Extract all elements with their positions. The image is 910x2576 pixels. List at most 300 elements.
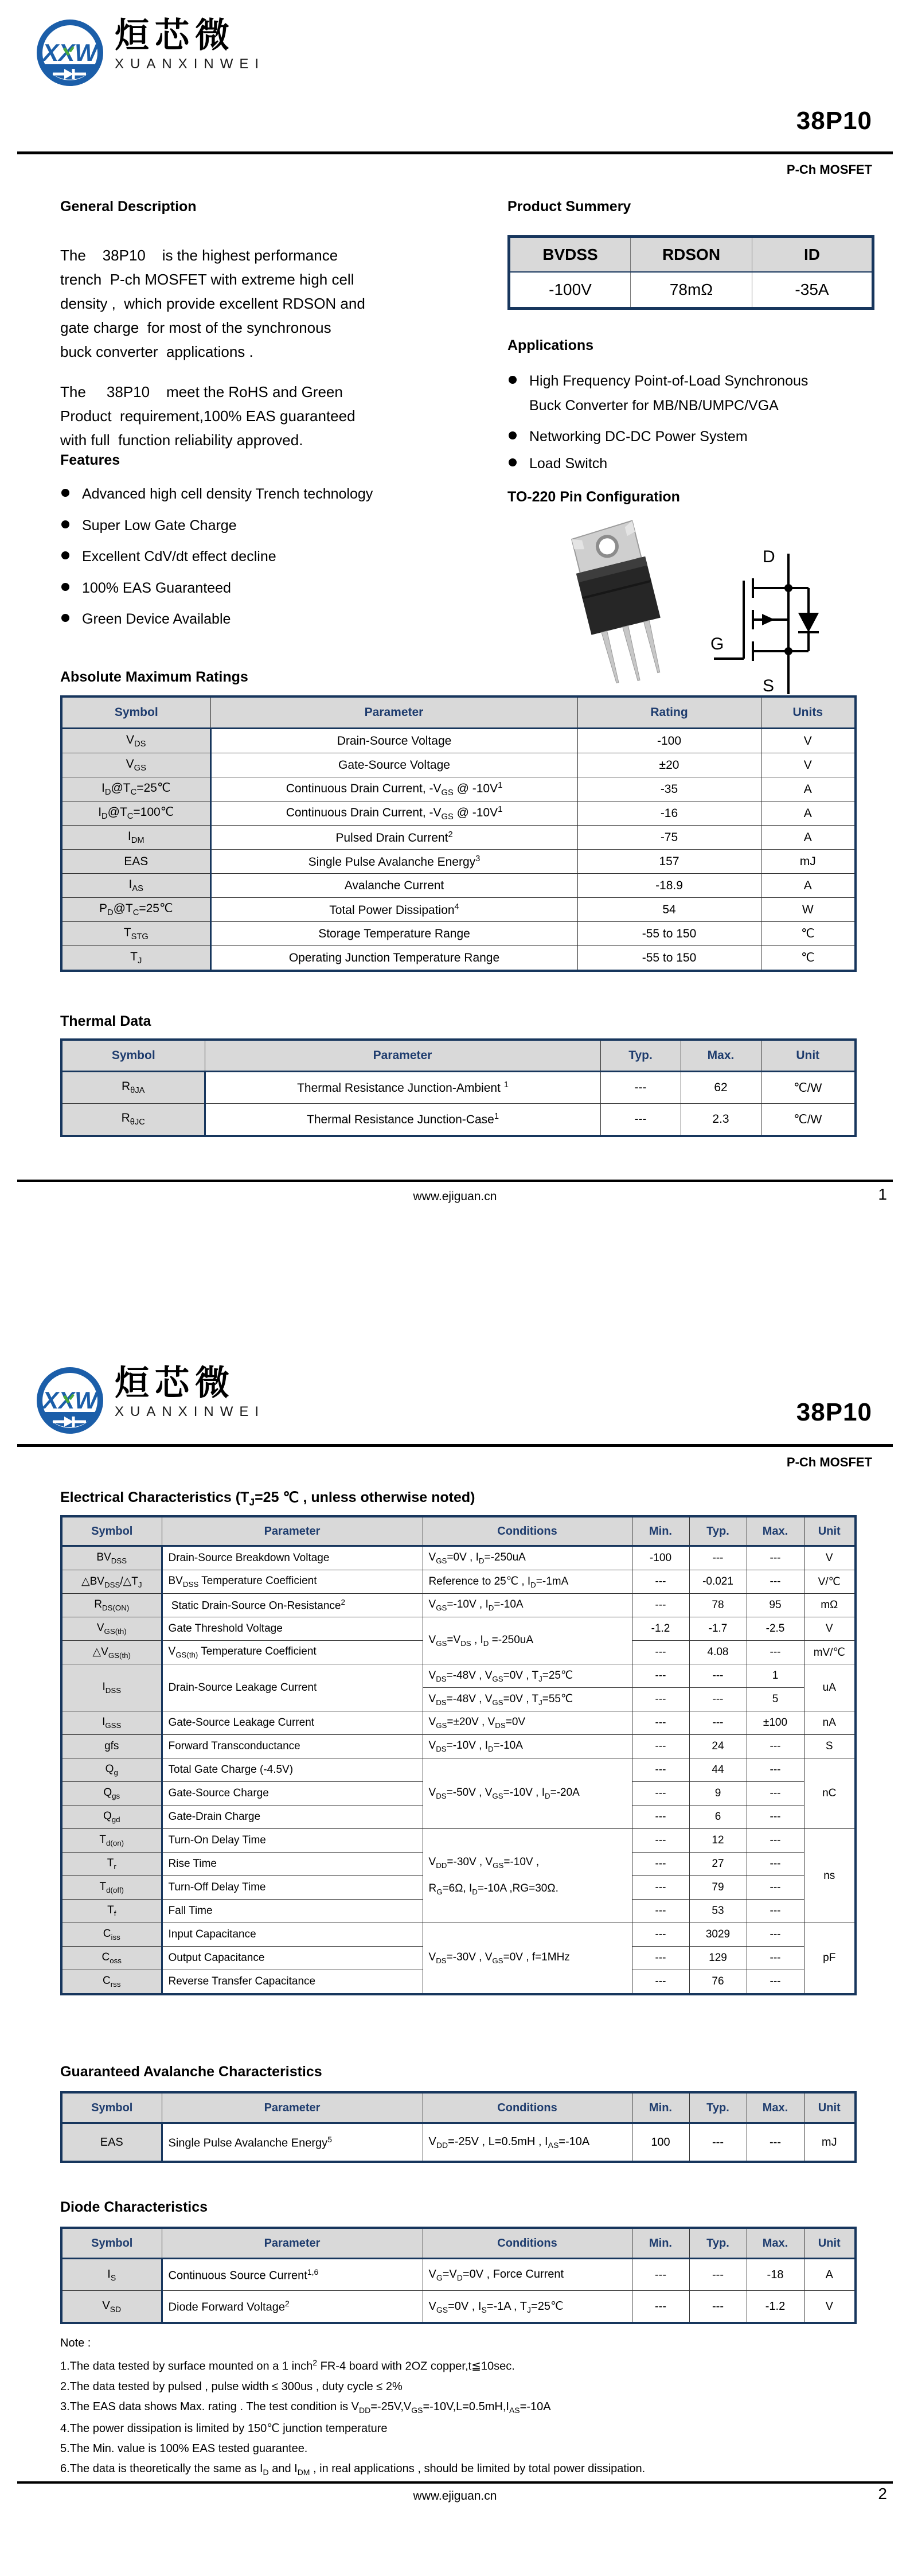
column-header: Unit <box>761 1040 856 1072</box>
column-header: Parameter <box>162 2228 423 2259</box>
application-text: Load Switch <box>529 455 608 472</box>
company-name-en: XUANXINWEI <box>115 1404 265 1419</box>
absolute-maximum-ratings <box>60 695 854 972</box>
electrical-characteristics-table <box>60 1515 857 1995</box>
applications-list <box>507 372 897 485</box>
column-header: Unit <box>804 1516 856 1546</box>
table-cell: Gate-Source Voltage <box>210 753 577 777</box>
table-cell: V/℃ <box>804 1570 856 1594</box>
table-row <box>61 729 856 753</box>
table-cell: Single Pulse Avalanche Energy$^5$ <box>162 2123 423 2162</box>
table-cell: --- <box>632 1688 689 1711</box>
list-item <box>507 427 897 446</box>
table-cell: 24 <box>689 1735 747 1758</box>
list-item <box>60 485 485 504</box>
footer-rule <box>17 2481 893 2484</box>
table-cell: --- <box>632 1923 689 1947</box>
table-cell: --- <box>600 1104 681 1137</box>
table-cell: --- <box>632 1782 689 1805</box>
table-cell: Thermal Resistance Junction-Case$^1$ <box>205 1104 600 1137</box>
table-cell: V <box>804 1617 856 1641</box>
table-cell: uA <box>804 1664 856 1711</box>
table-cell: 12 <box>689 1829 747 1853</box>
table-cell: V <box>761 729 856 753</box>
column-header: Units <box>761 696 856 729</box>
table-cell: Reverse Transfer Capacitance <box>162 1970 423 1995</box>
diode-characteristics-table <box>60 2227 857 2324</box>
table-cell: Turn-Off Delay Time <box>162 1876 423 1900</box>
table-cell: 100 <box>632 2123 689 2162</box>
table-cell: --- <box>689 1664 747 1688</box>
table-cell: --- <box>747 1900 804 1923</box>
table-cell: --- <box>632 1829 689 1853</box>
table-cell: A <box>761 874 856 898</box>
table-cell: -55 to 150 <box>577 946 761 971</box>
list-item <box>60 610 485 629</box>
application-text: Networking DC-DC Power System <box>529 429 748 445</box>
table-cell: --- <box>632 1758 689 1782</box>
general-description-paragraph-2: The 38P10 meet the RoHS and Green Product requirement,100% EAS guaranteed with full function reliability approved. <box>60 383 356 449</box>
table-cell: --- <box>747 1805 804 1829</box>
table-cell: -35 <box>577 777 761 801</box>
table-cell: $T_{d(on)}$ <box>61 1829 162 1853</box>
diode-characteristics <box>60 2227 854 2324</box>
table-cell: mJ <box>804 2123 856 2162</box>
table-cell: -18.9 <box>577 874 761 898</box>
diode-characteristics-title: Diode Characteristics <box>60 2199 208 2215</box>
table-row <box>61 850 856 874</box>
company-logo-icon <box>36 18 104 87</box>
note-item: 1.The data tested by surface mounted on a 1 inch$^2$ FR-4 board with 2OZ copper,t≦10sec. <box>60 2358 515 2373</box>
table-row <box>61 1104 856 1137</box>
table-cell: $V_{GS}=0V$ , $I_D=-250uA$ <box>423 1546 632 1570</box>
product-summary-title: Product Summery <box>507 199 631 215</box>
avalanche-characteristics-title: Guaranteed Avalanche Characteristics <box>60 2064 322 2080</box>
table-cell: Storage Temperature Range <box>210 922 577 946</box>
bullet-icon <box>61 614 69 622</box>
table-cell: --- <box>600 1072 681 1104</box>
absolute-maximum-ratings-title: Absolute Maximum Ratings <box>60 669 248 685</box>
table-cell: --- <box>632 1641 689 1664</box>
table-row <box>61 946 856 971</box>
feature-text: Green Device Available <box>82 611 231 627</box>
table-cell: --- <box>632 1711 689 1735</box>
table-cell: 157 <box>577 850 761 874</box>
header-brand <box>36 1366 265 1435</box>
table-cell: --- <box>632 1570 689 1594</box>
table-cell: W <box>761 898 856 922</box>
table-cell: $R_{\theta JA}$ <box>61 1072 205 1104</box>
column-header: Symbol <box>61 696 210 729</box>
column-header: Conditions <box>423 1516 632 1546</box>
table-cell: 3029 <box>689 1923 747 1947</box>
table-row <box>61 2123 856 2162</box>
svg-text:XXW: XXW <box>42 1387 97 1414</box>
table-cell: ℃ <box>761 946 856 971</box>
table-cell: 4.08 <box>689 1641 747 1664</box>
column-header: Max. <box>681 1040 761 1072</box>
table-cell: Avalanche Current <box>210 874 577 898</box>
table-cell: Thermal Resistance Junction-Ambient $^1$ <box>205 1072 600 1104</box>
column-header: Max. <box>747 1516 804 1546</box>
table-cell: --- <box>747 1947 804 1970</box>
table-cell: 129 <box>689 1947 747 1970</box>
table-cell: A <box>761 826 856 850</box>
applications-title: Applications <box>507 337 594 353</box>
table-row <box>61 1735 856 1758</box>
table-cell: Rise Time <box>162 1853 423 1876</box>
table-cell: -100 <box>577 729 761 753</box>
table-cell: --- <box>747 1570 804 1594</box>
pin-label-drain: D <box>763 547 775 566</box>
table-cell: 44 <box>689 1758 747 1782</box>
company-logo-icon <box>36 1366 104 1435</box>
part-number: 38P10 <box>796 1398 872 1426</box>
features-list <box>60 485 485 641</box>
column-header: Parameter <box>162 1516 423 1546</box>
table-cell: $Q_{gd}$ <box>61 1805 162 1829</box>
note-item: 5.The Min. value is 100% EAS tested guarantee. <box>60 2442 308 2456</box>
table-row <box>61 1072 856 1104</box>
table-cell: nA <box>804 1711 856 1735</box>
table-cell: EAS <box>61 850 210 874</box>
application-text: High Frequency Point-of-Load Synchronous <box>529 373 809 389</box>
table-cell: Diode Forward Voltage$^2$ <box>162 2291 423 2324</box>
table-cell: Drain-Source Breakdown Voltage <box>162 1546 423 1570</box>
table-cell: --- <box>689 2259 747 2291</box>
page-number: 1 <box>878 1185 887 1203</box>
column-header: Parameter <box>205 1040 600 1072</box>
column-header: Typ. <box>600 1040 681 1072</box>
table-cell: $V_{GS}=-10V$ , $I_D=-10A$ <box>423 1594 632 1617</box>
table-cell: --- <box>632 1900 689 1923</box>
pin-configuration-title: TO-220 Pin Configuration <box>507 489 680 505</box>
table-cell: --- <box>689 2123 747 2162</box>
bullet-icon <box>61 489 69 497</box>
table-cell: --- <box>632 1664 689 1688</box>
table-header-row <box>61 1040 856 1072</box>
bullet-icon <box>509 431 517 439</box>
table-cell: 53 <box>689 1900 747 1923</box>
table-cell: gfs <box>61 1735 162 1758</box>
avalanche-characteristics-table <box>60 2091 857 2163</box>
table-cell: 5 <box>747 1688 804 1711</box>
table-cell: ℃/W <box>761 1072 856 1104</box>
table-cell: Static Drain-Source On-Resistance$^2$ <box>162 1594 423 1617</box>
table-cell: $P_D@T_C=25℃$ <box>61 898 210 922</box>
table-row <box>61 1829 856 1853</box>
bullet-icon <box>509 458 517 466</box>
device-type: P-Ch MOSFET <box>786 162 872 177</box>
table-cell: $V_{DS}=-30V$ , $V_{GS}=0V$ , f=1MHz <box>423 1923 632 1995</box>
table-row <box>61 922 856 946</box>
table-cell: Drain-Source Leakage Current <box>162 1664 423 1711</box>
table-cell: $I_S$ <box>61 2259 162 2291</box>
table-cell: 6 <box>689 1805 747 1829</box>
column-header: Min. <box>632 2228 689 2259</box>
header-brand <box>36 18 265 87</box>
general-description-paragraph-1: The 38P10 is the highest performance trench P-ch MOSFET with extreme high cell density , which provide excellent RDSON and gate charge for most of the synchronous buck converter applications . <box>60 247 365 361</box>
table-cell: ±100 <box>747 1711 804 1735</box>
table-cell: $R_{\theta JC}$ <box>61 1104 205 1137</box>
mosfet-symbol-diagram <box>702 545 826 703</box>
table-cell: --- <box>747 1923 804 1947</box>
note-item: 2.The data tested by pulsed , pulse width ≤ 300us , duty cycle ≤ 2% <box>60 2380 403 2393</box>
table-cell: --- <box>632 1805 689 1829</box>
table-cell: --- <box>689 1688 747 1711</box>
list-item <box>507 454 897 473</box>
part-number: 38P10 <box>796 107 872 135</box>
table-row <box>61 2259 856 2291</box>
table-cell: $\triangle V_{GS(th)}$ <box>61 1641 162 1664</box>
bullet-icon <box>61 551 69 559</box>
note-item: 6.The data is theoretically the same as $I_D$ and $I_{DM}$ , in real applications , should be limited by total power dissipation. <box>60 2462 646 2477</box>
table-cell: $R_{DS(ON)}$ <box>61 1594 162 1617</box>
table-cell: $I_D@T_C=25℃$ <box>61 777 210 801</box>
list-item <box>507 372 897 391</box>
table-cell: --- <box>747 1876 804 1900</box>
bullet-icon <box>61 583 69 591</box>
table-cell: --- <box>747 1641 804 1664</box>
table-cell: $V_{GS}$ <box>61 753 210 777</box>
table-cell: --- <box>747 1758 804 1782</box>
table-cell: $T_{d(off)}$ <box>61 1876 162 1900</box>
general-description-title: General Description <box>60 199 197 215</box>
feature-text: Advanced high cell density Trench technology <box>82 486 373 502</box>
table-cell: $V_{GS}=0V$ , $I_S=-1A$ , $T_J=25℃$ <box>423 2291 632 2324</box>
table-cell: Turn-On Delay Time <box>162 1829 423 1853</box>
column-header: Rating <box>577 696 761 729</box>
column-header: Typ. <box>689 2092 747 2123</box>
table-cell: Gate-Drain Charge <box>162 1805 423 1829</box>
table-cell: 79 <box>689 1876 747 1900</box>
table-cell: --- <box>689 1546 747 1570</box>
table-cell: -1.2 <box>632 1617 689 1641</box>
table-cell: $C_{rss}$ <box>61 1970 162 1995</box>
table-cell: --- <box>632 2259 689 2291</box>
table-cell: V <box>804 1546 856 1570</box>
company-name-cn: 烜芯微 <box>115 1364 235 1402</box>
table-cell: $V_{DS}=-48V$ , $V_{GS}=0V$ , $T_J=55℃$ <box>423 1688 632 1711</box>
table-cell: A <box>761 801 856 826</box>
thermal-data <box>60 1038 854 1137</box>
list-item <box>60 579 485 598</box>
features-title: Features <box>60 452 120 468</box>
absolute-maximum-ratings-table <box>60 695 857 972</box>
table-cell: $C_{oss}$ <box>61 1947 162 1970</box>
table-row <box>61 1546 856 1570</box>
table-header-row <box>61 2228 856 2259</box>
page-number: 2 <box>878 2485 887 2503</box>
table-cell: -55 to 150 <box>577 922 761 946</box>
table-cell: $I_{AS}$ <box>61 874 210 898</box>
table-cell: $V_{GS(th)}$ Temperature Coefficient <box>162 1641 423 1664</box>
table-cell: 76 <box>689 1970 747 1995</box>
table-cell: ns <box>804 1829 856 1923</box>
table-cell: --- <box>689 1711 747 1735</box>
table-cell: mV/℃ <box>804 1641 856 1664</box>
table-cell: -2.5 <box>747 1617 804 1641</box>
table-cell: --- <box>632 1876 689 1900</box>
table-cell: $I_{DSS}$ <box>61 1664 162 1711</box>
table-row <box>61 1594 856 1617</box>
table-cell: --- <box>747 1546 804 1570</box>
table-cell: Continuous Drain Current, $-V_{GS}$ @ $-10V^1$ <box>210 801 577 826</box>
column-header: Min. <box>632 1516 689 1546</box>
table-row <box>61 753 856 777</box>
table-cell: $V_{DD}=-25V$ , L=0.5mH , $I_{AS}=-10A$ <box>423 2123 632 2162</box>
table-cell: -100 <box>632 1546 689 1570</box>
table-cell: $T_{STG}$ <box>61 922 210 946</box>
table-cell: $V_{GS(th)}$ <box>61 1617 162 1641</box>
table-cell: -1.2 <box>747 2291 804 2324</box>
table-cell: $V_{DS}=-50V$ , $V_{GS}=-10V$ , $I_D=-20A$ <box>423 1758 632 1829</box>
table-cell: -100V <box>509 272 631 309</box>
note-item: 4.The power dissipation is limited by 150℃ junction temperature <box>60 2422 388 2435</box>
table-cell: -16 <box>577 801 761 826</box>
company-name-cn: 烜芯微 <box>115 16 235 55</box>
table-cell: Input Capacitance <box>162 1923 423 1947</box>
table-row <box>61 2291 856 2324</box>
table-cell: $T_r$ <box>61 1853 162 1876</box>
application-text-continued: Buck Converter for MB/NB/UMPC/VGA <box>529 397 779 414</box>
table-cell: Single Pulse Avalanche Energy$^3$ <box>210 850 577 874</box>
table-cell: 27 <box>689 1853 747 1876</box>
header-rule <box>17 1444 893 1447</box>
table-cell: --- <box>632 1853 689 1876</box>
to220-package-image <box>545 513 694 697</box>
table-cell: 78 <box>689 1594 747 1617</box>
table-header-row <box>61 696 856 729</box>
table-row <box>61 1923 856 1947</box>
table-cell: Forward Transconductance <box>162 1735 423 1758</box>
table-cell: --- <box>747 1970 804 1995</box>
table-cell: $V_{GS}=V_{DS}$ , $I_D =-250uA$ <box>423 1617 632 1664</box>
column-header: Max. <box>747 2092 804 2123</box>
table-row <box>61 898 856 922</box>
table-row <box>61 777 856 801</box>
table-cell: Total Power Dissipation$^4$ <box>210 898 577 922</box>
table-cell: Continuous Drain Current, $-V_{GS}$ @ $-10V^1$ <box>210 777 577 801</box>
table-cell: --- <box>632 1970 689 1995</box>
table-cell: $T_J$ <box>61 946 210 971</box>
table-cell: $T_f$ <box>61 1900 162 1923</box>
table-cell: A <box>761 777 856 801</box>
column-header: Typ. <box>689 1516 747 1546</box>
table-cell: pF <box>804 1923 856 1995</box>
table-header-row <box>61 2092 856 2123</box>
table-cell: Reference to 25℃ , $I_D=-1mA$ <box>423 1570 632 1594</box>
table-cell: --- <box>689 2291 747 2324</box>
table-cell: 2.3 <box>681 1104 761 1137</box>
table-cell: Fall Time <box>162 1900 423 1923</box>
table-row <box>61 1711 856 1735</box>
table-cell: --- <box>747 1853 804 1876</box>
feature-text: Excellent CdV/dt effect decline <box>82 548 276 565</box>
table-cell: -75 <box>577 826 761 850</box>
column-header: Min. <box>632 2092 689 2123</box>
table-cell: Drain-Source Voltage <box>210 729 577 753</box>
table-cell: Total Gate Charge (-4.5V) <box>162 1758 423 1782</box>
table-cell: 1 <box>747 1664 804 1688</box>
table-cell: -0.021 <box>689 1570 747 1594</box>
table-cell: --- <box>632 1735 689 1758</box>
footer-website: www.ejiguan.cn <box>413 1190 497 1203</box>
table-cell: --- <box>747 2123 804 2162</box>
column-header: BVDSS <box>509 237 631 273</box>
product-summary <box>507 235 873 310</box>
table-cell: --- <box>747 1782 804 1805</box>
table-row <box>61 801 856 826</box>
table-cell: 9 <box>689 1782 747 1805</box>
column-header: ID <box>752 237 873 273</box>
column-header: Symbol <box>61 2228 162 2259</box>
list-item <box>60 516 485 535</box>
table-cell: $V_G=V_D=0V$ , Force Current <box>423 2259 632 2291</box>
bullet-icon <box>61 520 69 528</box>
table-cell: S <box>804 1735 856 1758</box>
table-cell: V <box>761 753 856 777</box>
table-cell: $\triangle BV_{DSS}/\triangle T_J$ <box>61 1570 162 1594</box>
table-cell: $V_{DS}=-48V$ , $V_{GS}=0V$ , $T_J=25℃$ <box>423 1664 632 1688</box>
pin-label-gate: G <box>710 635 724 653</box>
table-cell: $BV_{DSS}$ <box>61 1546 162 1570</box>
table-cell: -18 <box>747 2259 804 2291</box>
column-header: Symbol <box>61 1040 205 1072</box>
table-cell: --- <box>747 1829 804 1853</box>
footer-website: www.ejiguan.cn <box>413 2489 497 2503</box>
table-cell: --- <box>632 1594 689 1617</box>
table-row <box>61 1664 856 1688</box>
column-header: Symbol <box>61 1516 162 1546</box>
table-cell: $V_{GS}=\pm 20V$ , $V_{DS}=0V$ <box>423 1711 632 1735</box>
table-row <box>61 1758 856 1782</box>
table-cell: -1.7 <box>689 1617 747 1641</box>
company-name-en: XUANXINWEI <box>115 56 265 72</box>
table-cell: nC <box>804 1758 856 1829</box>
table-cell: 54 <box>577 898 761 922</box>
thermal-data-table <box>60 1038 857 1137</box>
table-cell: -35A <box>752 272 873 309</box>
column-header: Symbol <box>61 2092 162 2123</box>
column-header: Max. <box>747 2228 804 2259</box>
table-cell: Operating Junction Temperature Range <box>210 946 577 971</box>
device-type: P-Ch MOSFET <box>786 1455 872 1469</box>
table-cell: A <box>804 2259 856 2291</box>
table-cell: EAS <box>61 2123 162 2162</box>
footer-rule <box>17 1180 893 1182</box>
table-cell: $I_{DM}$ <box>61 826 210 850</box>
table-row <box>61 1570 856 1594</box>
avalanche-characteristics <box>60 2091 854 2163</box>
feature-text: 100% EAS Guaranteed <box>82 579 231 596</box>
table-cell: mΩ <box>804 1594 856 1617</box>
table-cell: --- <box>747 1735 804 1758</box>
table-cell: $Q_{gs}$ <box>61 1782 162 1805</box>
bullet-icon <box>509 376 517 384</box>
table-cell: $C_{iss}$ <box>61 1923 162 1947</box>
pin-label-source: S <box>763 676 775 695</box>
column-header: Conditions <box>423 2092 632 2123</box>
list-item <box>60 547 485 566</box>
table-cell: ℃ <box>761 922 856 946</box>
notes-title: Note : <box>60 2337 91 2349</box>
column-header: Typ. <box>689 2228 747 2259</box>
header-rule <box>17 151 893 154</box>
table-cell: 95 <box>747 1594 804 1617</box>
column-header: Parameter <box>210 696 577 729</box>
table-cell: Gate-Source Charge <box>162 1782 423 1805</box>
